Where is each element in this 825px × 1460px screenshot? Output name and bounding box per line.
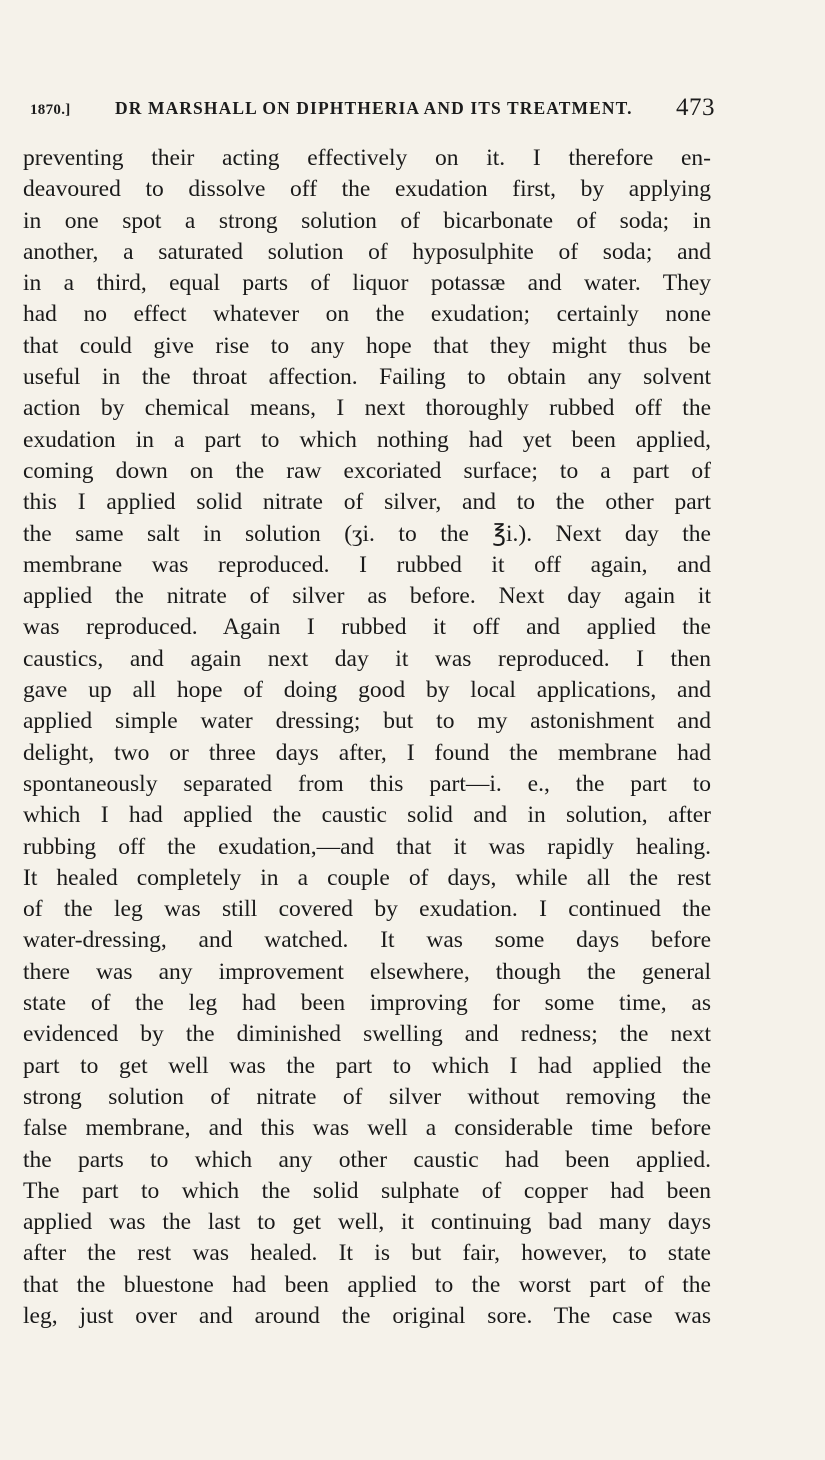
text-line: delight, two or three days after, I found the membrane had <box>23 739 711 766</box>
text-line: after the rest was healed. It is but fair, however, to state <box>23 1240 711 1267</box>
text-line: another, a saturated solution of hyposulphite of soda; and <box>23 238 711 265</box>
text-line: applied simple water dressing; but to my astonishment and <box>23 708 711 735</box>
text-line: The part to which the solid sulphate of copper had been <box>23 1177 711 1204</box>
text-line: of the leg was still covered by exudation. I continued the <box>23 896 711 923</box>
text-line: in one spot a strong solution of bicarbonate of soda; in <box>23 207 711 234</box>
text-line: was reproduced. Again I rubbed it off and applied the <box>23 614 711 641</box>
text-line: the parts to which any other caustic had been applied. <box>23 1146 711 1173</box>
text-line: evidenced by the diminished swelling and redness; the next <box>23 1021 711 1048</box>
text-line: spontaneously separated from this part—i. e., the part to <box>23 770 711 797</box>
text-line: gave up all hope of doing good by local applications, and <box>23 677 711 704</box>
text-line: leg, just over and around the original sore. The case was <box>23 1302 711 1329</box>
text-line: part to get well was the part to which I had applied the <box>23 1052 711 1079</box>
text-line: false membrane, and this was well a considerable time before <box>23 1115 711 1142</box>
text-line: caustics, and again next day it was reproduced. I then <box>23 645 711 672</box>
text-line: action by chemical means, I next thoroughly rubbed off the <box>23 395 711 422</box>
text-line: in a third, equal parts of liquor potassæ and water. They <box>23 270 711 297</box>
text-line: that the bluestone had been applied to the worst part of the <box>23 1271 711 1298</box>
text-line: deavoured to dissolve off the exudation first, by applying <box>23 176 711 203</box>
text-line: strong solution of nitrate of silver without removing the <box>23 1083 711 1110</box>
text-line: which I had applied the caustic solid and in solution, after <box>23 802 711 829</box>
text-line: there was any improvement elsewhere, though the general <box>23 958 711 985</box>
text-line: membrane was reproduced. I rubbed it off again, and <box>23 551 711 578</box>
text-line: It healed completely in a couple of days, while all the rest <box>23 864 711 891</box>
running-head <box>27 94 715 124</box>
text-line: exudation in a part to which nothing had yet been applied, <box>23 426 711 453</box>
text-line: the same salt in solution (ʒi. to the ℥i.). Next day the <box>23 520 711 547</box>
text-line: had no effect whatever on the exudation; certainly none <box>23 301 711 328</box>
text-line: preventing their acting effectively on it. I therefore en- <box>23 145 711 171</box>
text-line: applied the nitrate of silver as before. Next day again it <box>23 583 711 610</box>
text-line: that could give rise to any hope that they might thus be <box>23 332 711 359</box>
running-head-year: 1870.] <box>30 102 71 118</box>
text-line: applied was the last to get well, it continuing bad many days <box>23 1209 711 1236</box>
text-line: state of the leg had been improving for some time, as <box>23 990 711 1017</box>
text-line: rubbing off the exudation,—and that it was rapidly healing. <box>23 833 711 860</box>
text-line: coming down on the raw excoriated surface; to a part of <box>23 457 711 484</box>
page-number: 473 <box>676 94 715 121</box>
text-line: useful in the throat affection. Failing to obtain any solvent <box>23 364 711 391</box>
text-line: this I applied solid nitrate of silver, and to the other part <box>23 489 711 516</box>
body-text <box>23 143 711 1332</box>
running-head-title: DR MARSHALL ON DIPHTHERIA AND ITS TREATMENT. <box>115 98 633 118</box>
text-line: water-dressing, and watched. It was some days before <box>23 927 711 954</box>
